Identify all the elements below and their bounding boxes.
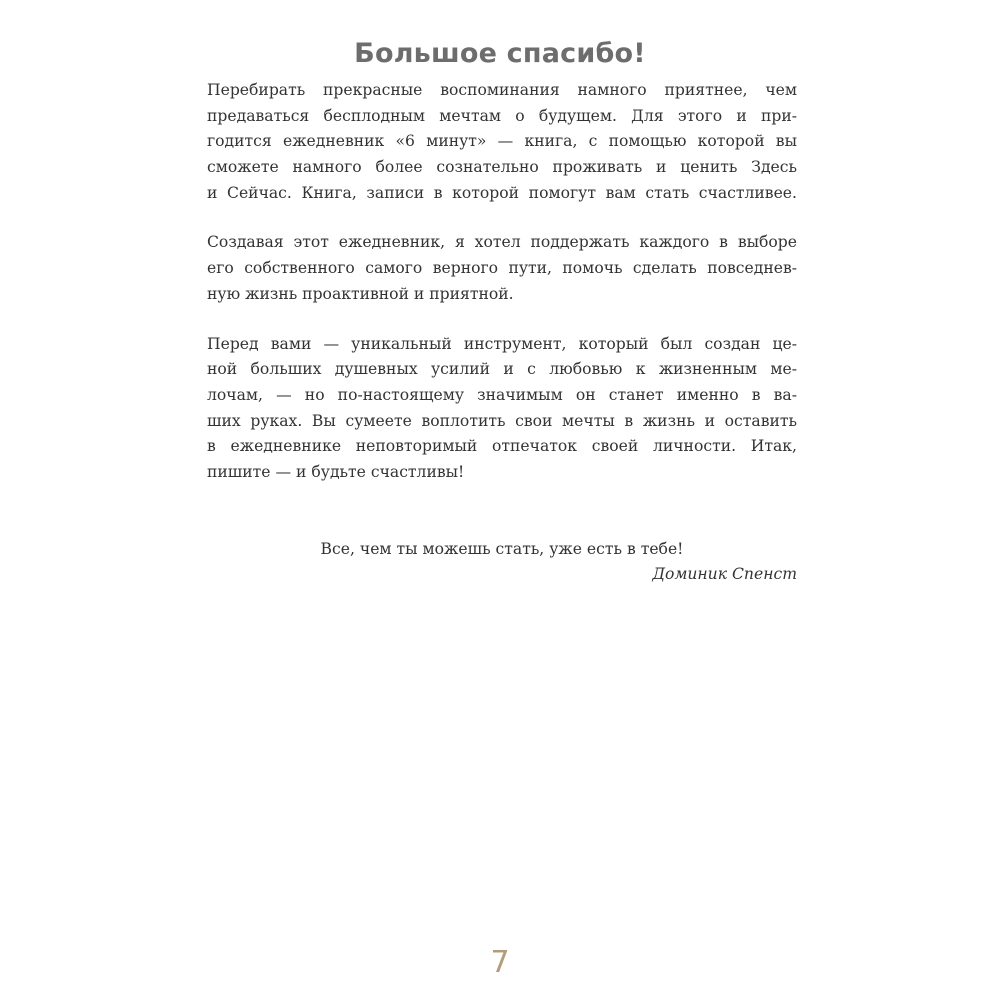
paragraph-line: в ежедневнике неповторимый отпечаток своей личности. Итак,: [207, 437, 797, 456]
paragraph-line: предаваться бесплодным мечтам о будущем. Для этого и при-: [207, 106, 797, 125]
paragraph-line: лочам, — но по-настоящему значимым он станет именно в ва-: [207, 385, 797, 404]
paragraph-line: его собственного самого верного пути, помочь сделать повседнев-: [207, 259, 797, 278]
page-title: Большое спасибо!: [354, 38, 646, 70]
paragraph-line: ной больших душевных усилий и с любовью к жизненным ме-: [207, 360, 797, 379]
paragraph-line: Перебирать прекрасные воспоминания намного приятнее, чем: [207, 81, 797, 99]
body-text: [207, 78, 797, 510]
paragraph-line: ную жизнь проактивной и приятной.: [207, 284, 514, 303]
paragraph-line: и Сейчас. Книга, записи в которой помогут вам стать счастливее.: [207, 183, 797, 202]
paragraph-line: Создавая этот ежедневник, я хотел поддержать каждого в выборе: [207, 233, 797, 252]
page-number: 7: [490, 945, 510, 980]
paragraph-1: [207, 78, 797, 206]
paragraph-line: пишите — и будьте счастливы!: [207, 462, 465, 481]
epigraph: [207, 537, 797, 587]
paragraph-2: [207, 230, 797, 307]
paragraph-line: ших руках. Вы сумеете воплотить свои мечты в жизнь и оставить: [207, 411, 797, 430]
paragraph-line: годится ежедневник «6 минут» — книга, с помощью которой вы: [207, 132, 797, 151]
paragraph-line: Перед вами — уникальный инструмент, который был создан це-: [207, 334, 797, 353]
epigraph-quote: Все, чем ты можешь стать, уже есть в тебе!: [320, 540, 684, 558]
paragraph-3: [207, 332, 797, 486]
paragraph-line: сможете намного более сознательно проживать и ценить Здесь: [207, 158, 797, 177]
epigraph-author: Доминик Спенст: [652, 565, 797, 583]
